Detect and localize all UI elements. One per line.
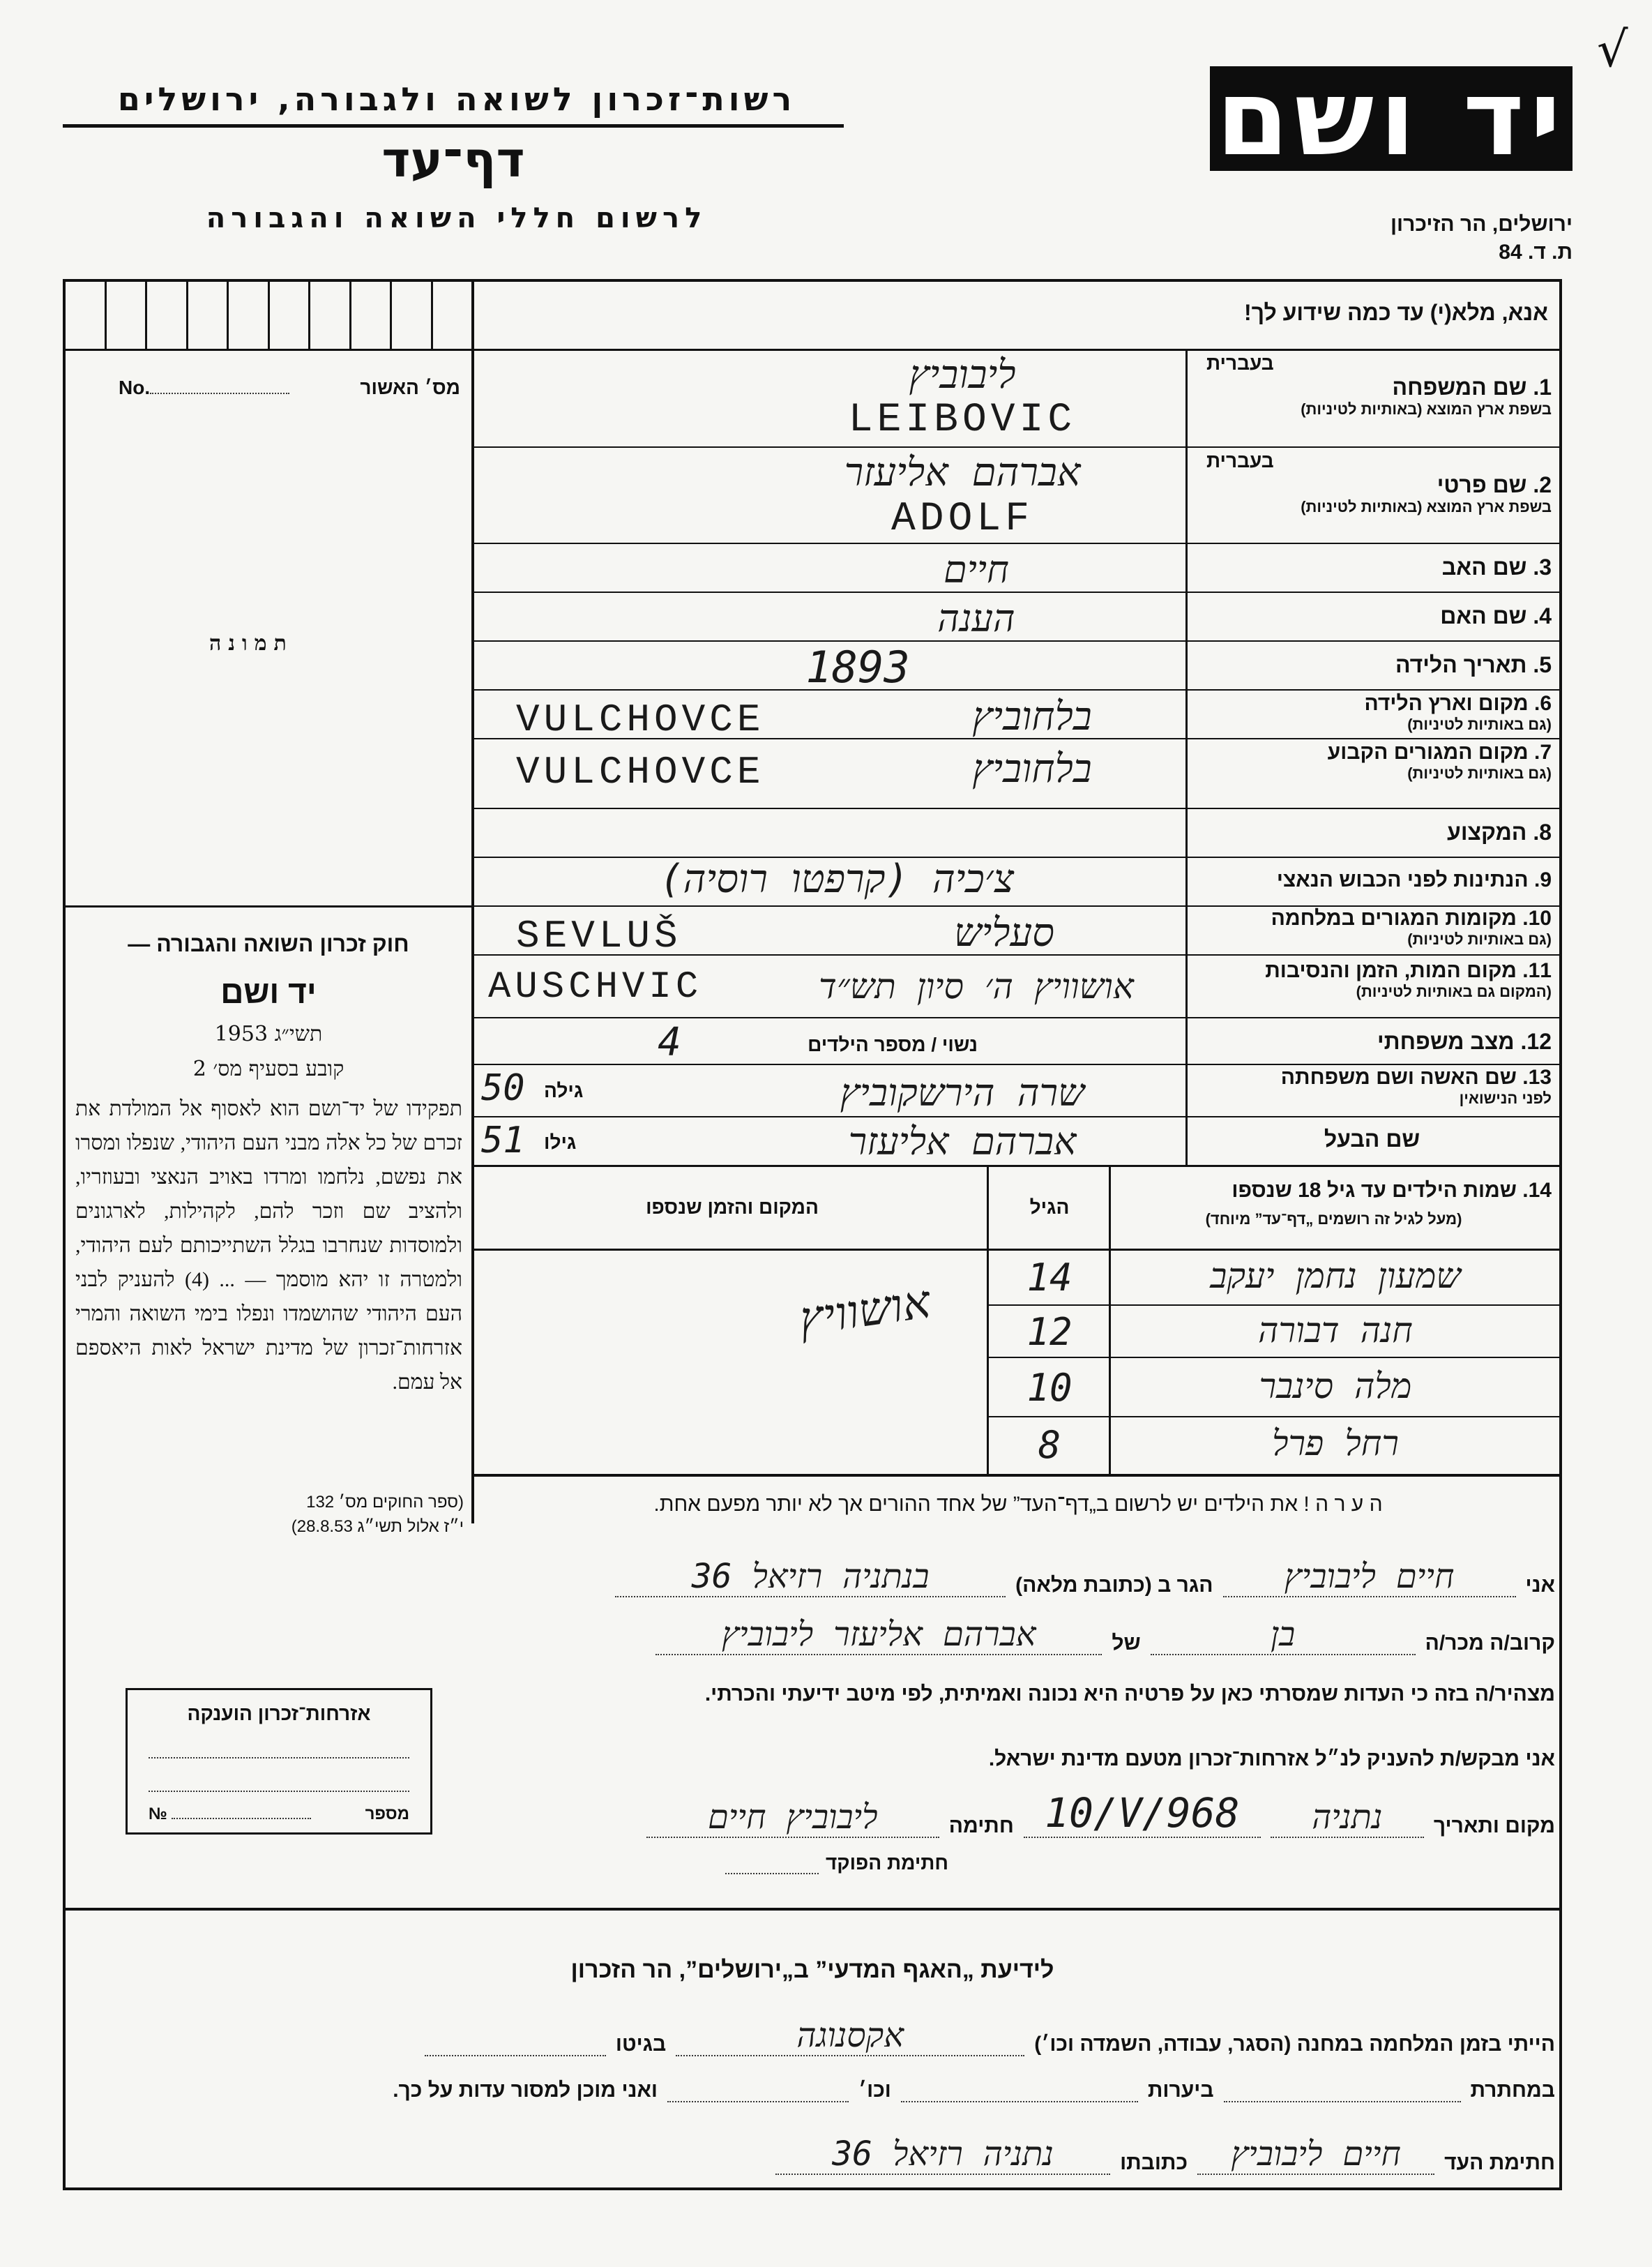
approval-number: No. מס׳ האשור [119,377,460,398]
label-column-divider [1185,349,1188,1165]
child-4-age[interactable]: 8 [1038,1423,1061,1467]
declaration-place[interactable]: נתניה [1271,1798,1424,1838]
field-8-label: 8. המקצוע [1447,820,1552,845]
law-year: תשי״ג 1953 [214,1022,323,1046]
declaration-line-2: קרוב/ה מכר/ה בן של אברהם אליעזר ליבוביץ [446,1615,1555,1655]
ghetto-value[interactable] [425,2034,606,2056]
children-title: 14. שמות הילדים עד גיל 18 שנספו [1232,1179,1552,1202]
row-rule [474,808,1559,809]
field-10-latin-value[interactable]: SEVLUŠ [516,914,682,958]
left-column-divider [471,282,474,1523]
law-name: יד ושם [220,974,317,1010]
children-place-header: המקום והזמן שנספו [646,1196,819,1218]
children-age-header: הגיל [1029,1196,1070,1218]
field-3-label: 3. שם האב [1441,555,1552,580]
child-3-name[interactable]: מלה סינבר [1259,1366,1412,1406]
field-2-label: בעברית 2. שם פרטי בשפת ארץ המוצא (באותיות לטיניות) [1206,450,1552,515]
field-4-value[interactable]: הענה [937,596,1015,640]
row-rule [474,543,1559,544]
field-6-latin-value[interactable]: VULCHOVCE [516,698,765,742]
law-heading: חוק זכרון השואה והגבורה — [128,931,409,956]
field-5-value[interactable]: 1893 [805,642,910,693]
field-9-label: 9. הנתינות לפני הכבוש הנאצי [1276,868,1552,891]
field-13-value[interactable]: שרה הירשקוביץ [840,1071,1085,1115]
field-10-hebrew-value[interactable]: סעליש [953,910,1055,956]
etc-value[interactable] [667,2080,849,2102]
footer-rule [66,1908,1559,1911]
certificate-line [149,1772,409,1792]
certificate-box [126,1688,432,1835]
photo-label: תמונה [209,631,294,656]
field-3-value[interactable]: חיים [944,548,1009,592]
husband-label: שם הבעל [1324,1127,1420,1152]
forest-value[interactable] [901,2080,1138,2102]
declaration-date[interactable]: 10/V/968 [1024,1789,1261,1838]
law-text: תפקידו של יד־ושם הוא לאסוף אל המולדת את זכרם של כל אלה מבני העם היהודי, שנפלו ומסרו את נפשם, נלחמו ומרדו באויב הנאצי ובעוזריו, ולהציב שם וזכר להם, לקהילות, לארגונים ולמוסדות שנחרבו בגלל השתייכותם לעם היהודי, ולמטרה זו יהא מוסמך — ... (4) להעניק לבני העם היהודי שהושמדו ונפלו בימי השואה והמרי אזרחות־זכרון של מדינת ישראל לאות היאספם אל עמם. [75,1097,463,1394]
certificate-box-title: אזרחות־זכרון הוענקה [187,1703,371,1724]
field-7-label: 7. מקום המגורים הקבוע (גם באותיות לטיניות) [1327,741,1552,782]
hiding-value[interactable] [1224,2080,1461,2102]
field-2-hebrew-value[interactable]: אברהם אליעזר [844,450,1081,495]
yad-vashem-logo: יד ושם [1210,66,1573,171]
address-line-2: ת. ד. 84 [1499,241,1573,264]
serial-boxes [66,282,471,350]
husband-age-label: גילו [544,1131,577,1153]
field-7-hebrew-value[interactable]: בלחוביץ [972,746,1092,792]
field-12-status: נשוי / מספר הילדים [808,1034,978,1055]
child-2-name[interactable]: חנה דבורה [1258,1310,1413,1350]
field-2-latin-value[interactable]: ADOLF [891,497,1034,542]
child-1-age[interactable]: 14 [1026,1256,1073,1300]
child-2-age[interactable]: 12 [1026,1310,1073,1354]
row-rule [474,592,1559,593]
form-title: דף־עד [381,131,525,188]
declaration-line-1: אני חיים ליבוביץ הגר ב (כתובת מלאה) בנתניה רזיאל 36 [446,1557,1555,1597]
children-title-sub: (מעל לגיל זה רושמים „דף־עד” מיוחד) [1205,1210,1462,1228]
footer-line-2: במחתרת ביערות וכו׳ ואני מוכן למסור עדות על כך. [393,2079,1555,2102]
declaration-line-3: מקום ותאריך נתניה 10/V/968 חתימה ליבוביץ חיים [446,1789,1555,1838]
certificate-line [149,1739,409,1758]
law-source-1: (ספר החוקים מס׳ 132 [306,1493,464,1512]
field-12-label: 12. מצב משפחתי [1377,1029,1552,1054]
relation-value[interactable]: בן [1151,1615,1416,1655]
field-5-label: 5. תאריך הלידה [1395,652,1552,677]
row-rule [474,1017,1559,1018]
organization-name: רשות־זכרון לשואה ולגבורה, ירושלים [117,80,796,118]
child-4-name[interactable]: רחל פרל [1272,1423,1399,1463]
child-3-age[interactable]: 10 [1026,1366,1073,1410]
husband-value[interactable]: אברהם אליעזר [848,1120,1077,1163]
child-1-name[interactable]: שמעון נחמן יעקב [1210,1256,1461,1296]
footer-title: לידיעת „האגף המדעי” ב„ירושלים”, הר הזכרון [570,1957,1054,1983]
top-strip-rule [66,349,1559,351]
field-13-age-label: גילה [544,1080,584,1101]
field-12-children-count[interactable]: 4 [658,1020,681,1065]
footer-line-1: הייתי בזמן המלחמה במחנה (הסגר, עבודה, השמדה וכו׳) אקסנוגה בגיטו [139,2016,1555,2056]
law-source-2: י״ז אלול תשי״ג 28.8.53) [291,1517,464,1536]
children-note: ה ע ר ה ! את הילדים יש לרשום ב„דף־העד” של אחד ההורים אך לא יותר מפעם אחת. [653,1493,1383,1516]
field-6-hebrew-value[interactable]: בלחוביץ [972,694,1092,739]
declaration-request: אני מבקש/ת להעניק לנ״ל אזרחות־זכרון מטעם מדינת ישראל. [988,1747,1555,1770]
children-place-value[interactable]: אושוויץ [796,1274,934,1346]
camp-value[interactable]: אקסנוגה [676,2016,1024,2056]
header-rule [63,124,844,128]
children-bottom-rule [474,1474,1559,1477]
declarant-address[interactable]: בנתניה רזיאל 36 [615,1557,1006,1597]
witness-address[interactable]: נתניה רזיאל 36 [775,2134,1110,2175]
field-4-label: 4. שם האם [1440,603,1552,628]
checkmark-icon: √ [1597,21,1628,78]
row-rule [474,1116,1559,1117]
row-rule [474,1064,1559,1065]
field-11-label: 11. מקום המות, הזמן והנסיבות (המקום גם באותיות לטיניות) [1265,959,1552,1000]
field-13-age[interactable]: 50 [481,1067,525,1109]
request-text: אנא, מלא(י) עד כמה שידוע לך! [1243,300,1548,325]
field-1-hebrew-value[interactable]: ליבוביץ [909,352,1016,398]
declarant-name[interactable]: חיים ליבוביץ [1223,1557,1516,1597]
husband-age[interactable]: 51 [481,1120,525,1161]
children-header-rule [474,1249,1559,1251]
declarant-signature[interactable]: ליבוביץ חיים [646,1798,939,1838]
row-rule [474,1165,1559,1167]
field-11-hebrew-value[interactable]: אושוויץ ה׳ סיון תש״ד [819,966,1134,1007]
children-name-divider [1109,1167,1111,1474]
photo-area-rule [66,905,471,907]
children-row-rule [987,1416,1559,1417]
row-rule [474,446,1559,448]
field-9-value[interactable]: צ׳כיה (קרפטו רוסיה) [659,857,1015,902]
children-row-rule [987,1304,1559,1306]
official-signature: חתימת הפוקד [725,1852,948,1874]
field-6-label: 6. מקום וארץ הלידה (גם באותיות לטיניות) [1364,692,1552,733]
form-subtitle: לרשום חללי השואה והגבורה [206,202,708,234]
law-clause: קובע בסעיף מס׳ 2 [192,1057,344,1081]
row-rule [474,689,1559,691]
row-rule [474,640,1559,642]
field-1-label: בעברית 1. שם המשפחה בשפת ארץ המוצא (באותיות לטיניות) [1206,352,1552,418]
field-7-latin-value[interactable]: VULCHOVCE [516,750,765,794]
certificate-number: № מספר [149,1805,409,1823]
field-11-latin-value[interactable]: AUSCHVIC [488,966,703,1009]
children-row-rule [987,1357,1559,1358]
declaration-statement: מצהיר/ה בזה כי העדות שמסרתי כאן על פרטיה היא נכונה ואמיתית, לפי מיטב ידיעתי והכרתי. [704,1682,1555,1705]
relative-of-value[interactable]: אברהם אליעזר ליבוביץ [656,1615,1102,1655]
field-1-latin-value[interactable]: LEIBOVIC [848,398,1077,443]
field-10-label: 10. מקומות המגורים במלחמה (גם באותיות לטיניות) [1271,907,1552,948]
address-line-1: ירושלים, הר הזיכרון [1390,213,1573,236]
field-13-label: 13. שם האשה ושם משפחתה לפני הנישואין [1280,1066,1552,1107]
footer-line-3: חתימת העד חיים ליבוביץ כתובתו נתניה רזיאל 36 [628,2134,1555,2175]
witness-signature[interactable]: חיים ליבוביץ [1197,2134,1434,2175]
